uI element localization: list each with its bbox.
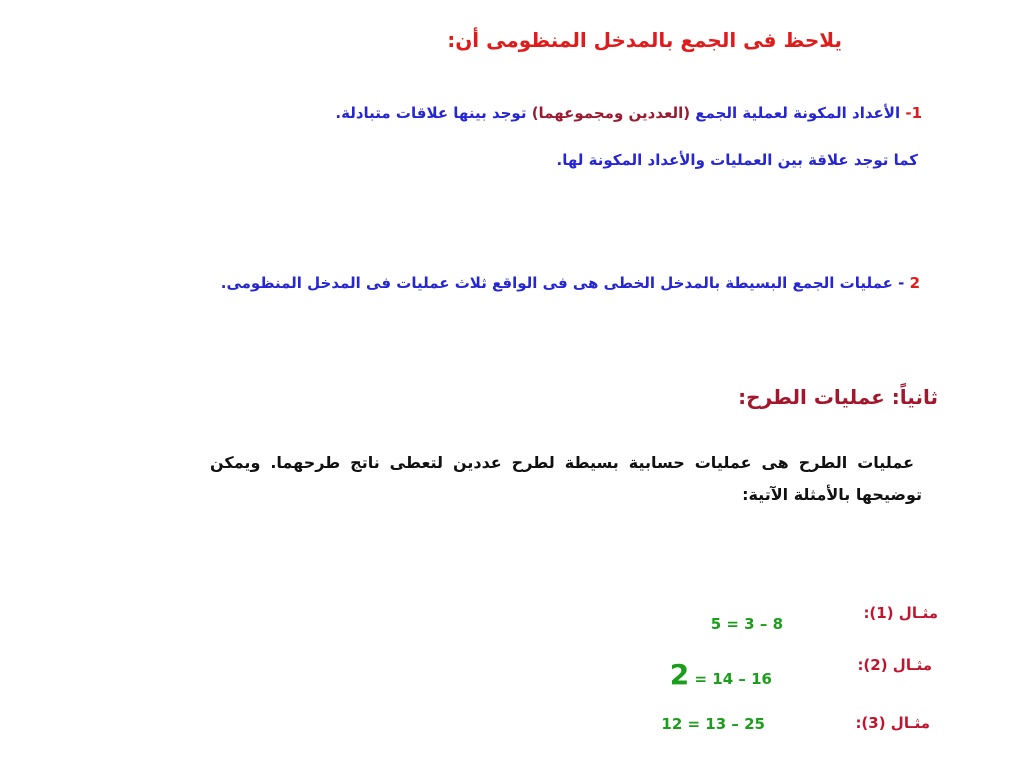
example-1-expression: 8 – 3 = [721,615,783,633]
point-1-highlight: (العددين ومجموعهما) [531,104,691,122]
example-1-result: 5 [710,615,722,633]
point-1-text-start: الأعداد المكونة لعملية الجمع [690,104,906,122]
example-1-label: مثـال (1): [863,604,938,622]
example-1-equation [711,612,783,636]
point-1-continued: كما توجد علاقة بين العمليات والأعداد المكونة لها. [556,151,918,169]
example-2-label: مثـال (2): [857,656,932,674]
example-3-expression: 25 – 13 = [682,715,765,733]
example-2-result: 2 [669,658,690,691]
point-2 [221,271,920,295]
point-2-number: 2 [909,274,920,292]
point-1-text-end: توجد بينها علاقات متبادلة. [335,104,532,122]
section-heading: ثانياً: عمليات الطرح: [738,385,938,409]
point-2-text: - عمليات الجمع البسيطة بالمدخل الخطى هى فى الواقع ثلاث عمليات فى المدخل المنظومى. [220,274,910,292]
point-1 [335,101,922,125]
example-2-expression: 16 – 14 = [689,670,772,688]
example-3-label: مثـال (3): [855,714,930,732]
point-1-number: 1- [905,104,922,122]
example-3-equation [661,712,765,736]
example-2-equation [670,658,772,696]
subtraction-definition: عمليات الطرح هى عمليات حسابية بسيطة لطرح عددين لتعطى ناتج طرحهما. ويمكن توضيحها بالأمثلة الآتية: [210,453,922,504]
example-3-result: 12 [661,715,683,733]
page-title: يلاحظ فى الجمع بالمدخل المنظومى أن: [447,28,842,52]
